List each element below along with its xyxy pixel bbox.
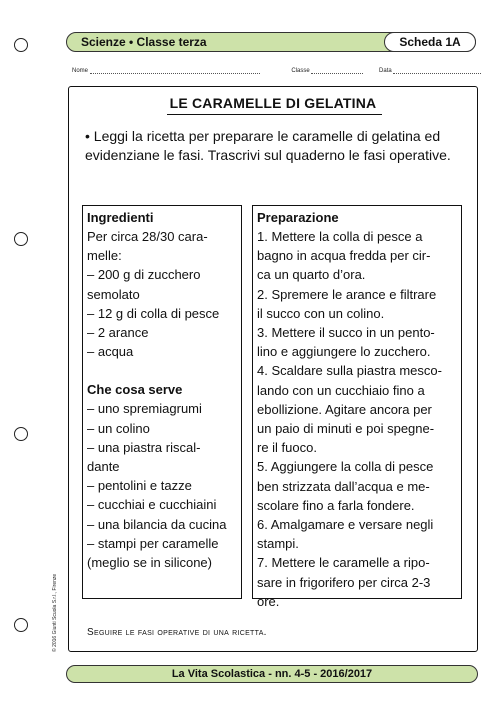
- ingredients-heading: Ingredienti: [87, 210, 154, 225]
- title-underline: [167, 114, 382, 115]
- preparation-line: 4. Scaldare sulla piastra mesco-: [257, 363, 442, 379]
- publication-footer: La Vita Scolastica - nn. 4-5 - 2016/2017: [66, 665, 478, 683]
- header-bar: [66, 32, 476, 52]
- preparation-line: bagno in acqua fredda per cir-: [257, 248, 431, 264]
- binder-hole-upper: [14, 232, 28, 246]
- tool-line: – una bilancia da cucina: [87, 516, 227, 532]
- preparation-line: 6. Amalgamare e versare negli: [257, 517, 434, 533]
- ingredient-line: Per circa 28/30 cara-: [87, 229, 208, 244]
- binder-hole-bottom: [14, 618, 28, 632]
- preparation-line: scolare fino a farla fondere.: [257, 497, 415, 513]
- binder-hole-top: [14, 38, 28, 52]
- preparation-line: ben strizzata dall’acqua e me-: [257, 478, 430, 494]
- data-label: Data: [379, 68, 392, 74]
- copyright-text: © 2016 Giunti Scuola S.r.l., Firenze: [52, 573, 58, 652]
- preparation-line: 7. Mettere le caramelle a ripo-: [257, 555, 430, 571]
- preparation-line: 3. Mettere il succo in un pento-: [257, 325, 435, 341]
- preparation-line: 2. Spremere le arance e filtrare: [257, 286, 437, 302]
- subject-label: Scienze • Classe terza: [81, 35, 207, 49]
- tool-line: – una piastra riscal-: [87, 439, 201, 455]
- ingredient-line: – acqua: [87, 344, 134, 360]
- nome-field[interactable]: [90, 68, 260, 74]
- name-row: [72, 68, 476, 74]
- worksheet-frame: [68, 86, 478, 652]
- preparation-line: il succo con un colino.: [257, 305, 385, 321]
- preparation-line: stampi.: [257, 536, 299, 552]
- preparation-heading: Preparazione: [257, 210, 339, 225]
- tool-line: dante: [87, 459, 120, 475]
- ingredient-line: semolato: [87, 286, 140, 302]
- ingredient-line: – 2 arance: [87, 325, 149, 341]
- tool-line: – cucchiai e cucchiaini: [87, 497, 217, 513]
- ingredient-line: melle:: [87, 248, 122, 264]
- preparation-line: sare in frigorifero per circa 2-3: [257, 574, 431, 590]
- objective-note: Seguire le fasi operative di una ricetta.: [87, 627, 267, 638]
- tools-heading: Che cosa serve: [87, 382, 183, 398]
- instructions: • Leggi la ricetta per preparare le caramelle di gelatina ed evidenziane le fasi. Trascrivi sul quaderno le fasi operative.: [85, 128, 451, 163]
- nome-label: Nome: [72, 68, 89, 74]
- binder-hole-lower: [14, 427, 28, 441]
- ingredient-line: – 12 g di colla di pesce: [87, 305, 220, 321]
- preparation-line: ca un quarto d’ora.: [257, 267, 366, 283]
- tool-line: (meglio se in silicone): [87, 555, 212, 571]
- preparation-line: ore.: [257, 593, 280, 609]
- classe-field[interactable]: [311, 68, 363, 74]
- sheet-label: Scheda 1A: [384, 32, 476, 52]
- preparation-line: 1. Mettere la colla di pesce a: [257, 229, 423, 244]
- preparation-line: 5. Aggiungere la colla di pesce: [257, 459, 434, 475]
- ingredient-line: – 200 g di zucchero: [87, 267, 201, 283]
- tool-line: – un colino: [87, 420, 150, 436]
- tool-line: – uno spremiagrumi: [87, 401, 202, 417]
- preparation-line: lino e aggiungere lo zucchero.: [257, 344, 431, 360]
- ingredients-box: [82, 205, 242, 599]
- worksheet-title: LE CARAMELLE DI GELATINA: [169, 95, 377, 111]
- spacer: [87, 361, 237, 380]
- preparation-line: un paio di minuti e poi spegne-: [257, 421, 435, 437]
- preparation-line: re il fuoco.: [257, 440, 317, 456]
- preparation-line: ebollizione. Agitare ancora per: [257, 401, 432, 417]
- preparation-line: lando con un cucchiaio fino a: [257, 382, 425, 398]
- preparation-box: [252, 205, 462, 609]
- tool-line: – pentolini e tazze: [87, 478, 192, 494]
- tool-line: – stampi per caramelle: [87, 535, 219, 551]
- classe-label: Classe: [291, 68, 310, 74]
- data-field[interactable]: [393, 68, 481, 74]
